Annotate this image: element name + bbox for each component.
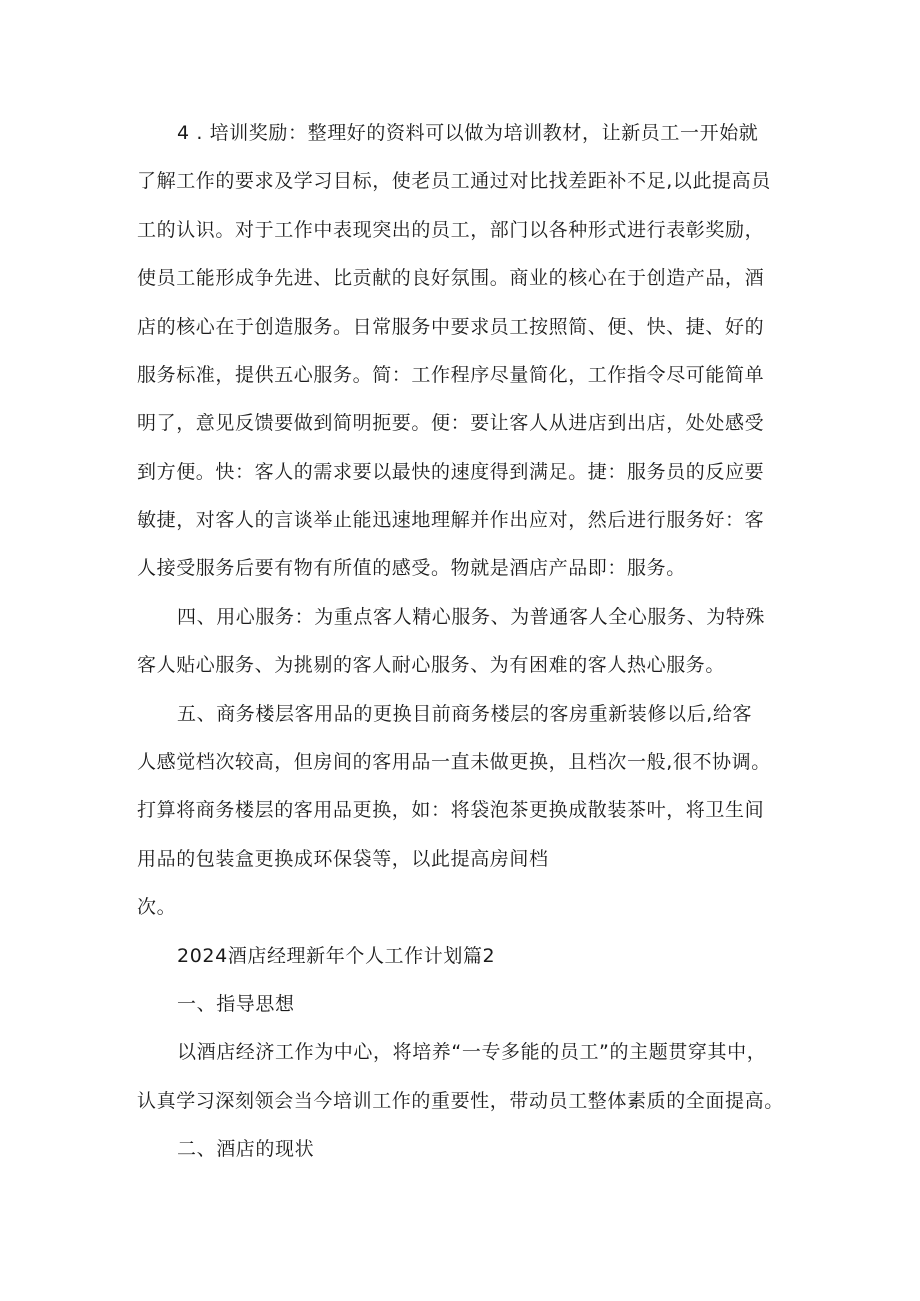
paragraph-amenities-line-1: 五、商务楼层客用品的更换目前商务楼层的客房重新装修以后,给客 — [177, 703, 753, 725]
paragraph-training-reward-line-4: 使员工能形成争先进、比贡献的良好氛围。商业的核心在于创造产品，酒 — [137, 267, 765, 289]
paragraph-guiding-ideology-line-1: 以酒店经济工作为中心，将培养“一专多能的员工”的主题贯穿其中， — [177, 1041, 767, 1063]
paragraph-training-reward-line-8: 到方便。快：客人的需求要以最快的速度得到满足。捷：服务员的反应要 — [137, 461, 765, 483]
paragraph-training-reward-line-2: 了解工作的要求及学习目标，使老员工通过对比找差距补不足,以此提高员 — [137, 170, 771, 192]
paragraph-amenities-line-4: 用品的包装盒更换成环保袋等，以此提高房间档 — [137, 848, 549, 870]
paragraph-training-reward-line-10: 人接受服务后要有物有所值的感受。物就是酒店产品即：服务。 — [137, 557, 686, 579]
paragraph-amenities-line-2: 人感觉档次较高，但房间的客用品一直未做更换，且档次一般,很不协调。 — [137, 751, 771, 773]
paragraph-training-reward-line-1: 4 . 培训奖励：整理好的资料可以做为培训教材，让新员工一开始就 — [177, 122, 759, 144]
paragraph-amenities-line-3: 打算将商务楼层的客用品更换，如：将袋泡茶更换成散装茶叶，将卫生间 — [137, 799, 765, 821]
section-title: 2024酒店经理新年个人工作计划篇2 — [177, 945, 496, 967]
paragraph-heartfelt-service-line-2: 客人贴心服务、为挑剔的客人耐心服务、为有困难的客人热心服务。 — [137, 654, 726, 676]
paragraph-training-reward-line-7: 明了，意见反馈要做到简明扼要。便：要让客人从进店到出店，处处感受 — [137, 412, 765, 434]
paragraph-heartfelt-service-line-1: 四、用心服务：为重点客人精心服务、为普通客人全心服务、为特殊 — [177, 606, 766, 628]
paragraph-amenities-line-5: 次。 — [137, 896, 177, 918]
heading-guiding-ideology: 一、指导思想 — [177, 993, 295, 1015]
paragraph-training-reward-line-5: 店的核心在于创造服务。日常服务中要求员工按照简、便、快、捷、好的 — [137, 316, 765, 338]
heading-hotel-status: 二、酒店的现状 — [177, 1138, 315, 1160]
paragraph-training-reward-line-9: 敏捷，对客人的言谈举止能迅速地理解并作出应对，然后进行服务好：客 — [137, 509, 765, 531]
paragraph-guiding-ideology-line-2: 认真学习深刻领会当今培训工作的重要性，带动员工整体素质的全面提高。 — [137, 1090, 784, 1112]
paragraph-training-reward-line-3: 工的认识。对于工作中表现突出的员工，部门以各种形式进行表彰奖励， — [137, 219, 765, 241]
paragraph-training-reward-line-6: 服务标准，提供五心服务。简：工作程序尽量简化，工作指令尽可能简单 — [137, 364, 765, 386]
